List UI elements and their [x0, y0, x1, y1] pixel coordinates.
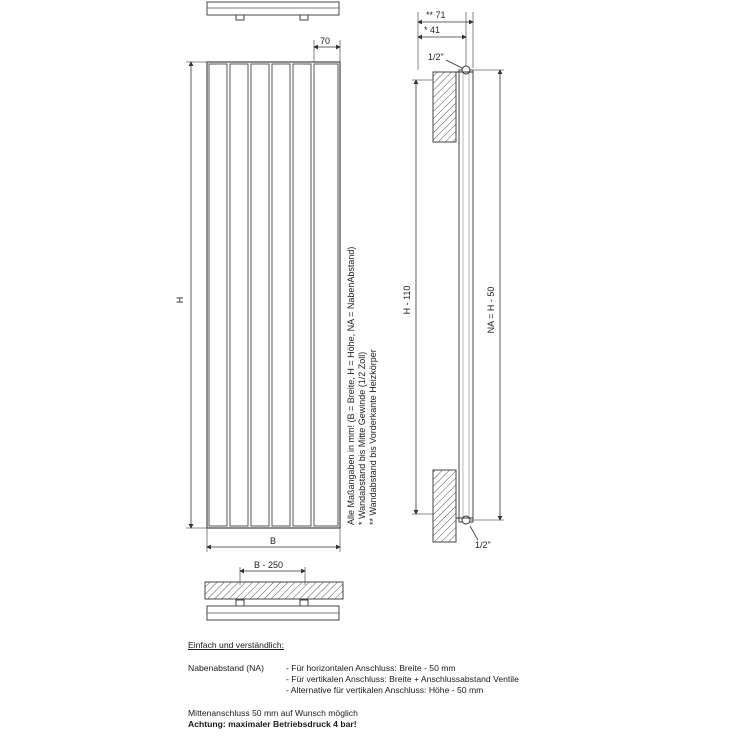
legend-line-1: Alle Maßangaben in mm! (B = Breite, H = Höhe, NA = NabenAbstand) — [346, 246, 356, 525]
dim-width-70: 70 — [320, 36, 331, 46]
center-connection-note: Mittenanschluss 50 mm auf Wunsch möglich — [188, 708, 358, 718]
na-line-1: - Für horizontalen Anschluss: Breite - 50 mm — [286, 663, 456, 673]
front-view — [175, 36, 340, 552]
na-row-1 — [188, 663, 728, 674]
top-view-lower — [205, 560, 343, 620]
pressure-warning: Achtung: maximaler Betriebsdruck 4 bar! — [188, 719, 357, 729]
wall-top — [433, 72, 456, 142]
na-label: Nabenabstand (NA) — [188, 663, 264, 673]
notes-block — [188, 640, 728, 730]
na-row-3 — [188, 685, 728, 696]
legend — [346, 247, 378, 525]
na-line-2: - Für vertikalen Anschluss: Breite + Anschlussabstand Ventile — [286, 674, 519, 684]
dim-wall-distance-71: ** 71 — [426, 10, 446, 20]
dim-height: H — [175, 296, 185, 304]
legend-line-2: * Wandabstand bis Mitte Gewinde (1/2 Zoll) — [357, 351, 367, 525]
top-view-upper — [207, 2, 339, 20]
legend-line-3: ** Wandabstand bis Vorderkante Heizkörper — [368, 349, 378, 525]
thread-label-bottom: 1/2" — [475, 540, 491, 550]
na-row-2 — [188, 674, 728, 685]
dim-wall-distance-41: * 41 — [424, 25, 441, 35]
dim-width: B — [270, 536, 277, 546]
dim-height-minus-110: H - 110 — [402, 285, 412, 315]
wall-section — [205, 582, 343, 599]
thread-label-top: 1/2" — [428, 52, 444, 62]
wall-bottom — [433, 470, 456, 542]
dim-hub-distance: NA = H - 50 — [486, 286, 496, 334]
dim-bracket-spacing: B - 250 — [254, 560, 284, 570]
notes-heading: Einfach und verständlich: — [188, 640, 285, 650]
side-view — [402, 10, 504, 550]
na-line-3: - Alternative für vertikalen Anschluss: Höhe - 50 mm — [286, 685, 484, 695]
